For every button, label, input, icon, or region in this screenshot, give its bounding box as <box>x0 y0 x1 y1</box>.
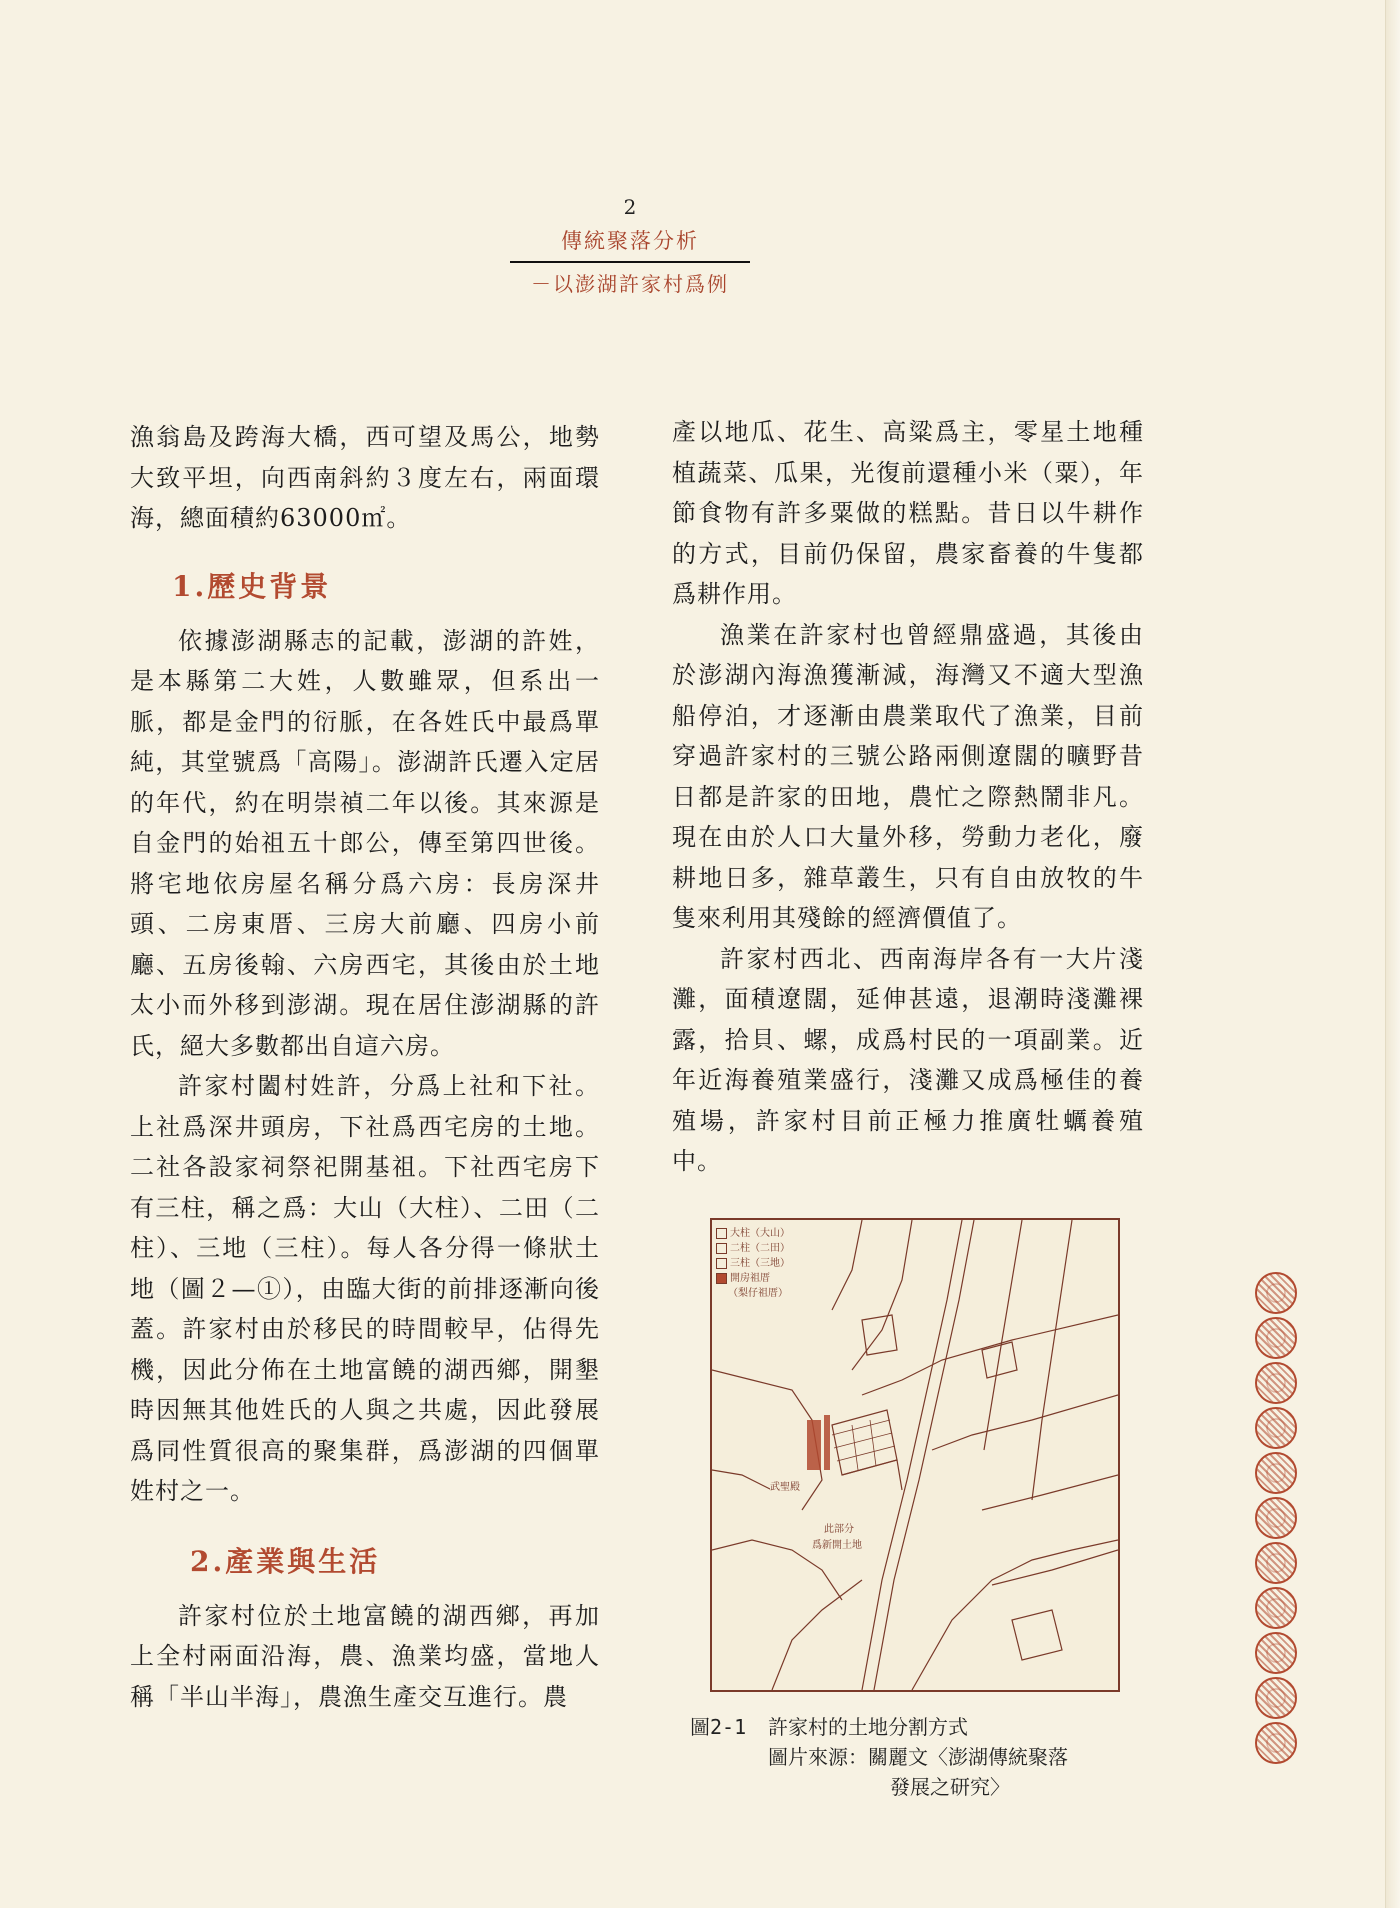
legend-item: 大柱（大山） <box>716 1226 790 1241</box>
seal-icon <box>1255 1542 1297 1584</box>
page-number: 2 <box>623 195 637 219</box>
seal-icon <box>1255 1272 1297 1314</box>
legend-swatch-icon <box>716 1273 727 1284</box>
map-label-temple: 武聖殿 <box>770 1478 800 1493</box>
header-title: 傳統聚落分析 <box>561 229 699 253</box>
shoal-paragraph: 許家村西北、西南海岸各有一大片淺灘，面積遼闊，延伸甚遠，退潮時淺灘裸露，拾貝、螺，成爲村民的一項副業。近年近海養殖業盛行，淺灘又成爲極佳的養殖場，許家村目前正極力推廣牡蠣養殖中。 <box>672 944 1144 1175</box>
legend-item: （梨仔祖厝） <box>728 1288 788 1299</box>
running-header <box>500 195 760 297</box>
caption-title-row <box>690 1712 1170 1742</box>
seal-icon <box>1255 1362 1297 1404</box>
village-map-figure <box>710 1218 1120 1692</box>
legend-item: 開房祖厝 <box>716 1271 790 1286</box>
legend-item: 二柱（二田） <box>716 1241 790 1256</box>
seal-icon <box>1255 1452 1297 1494</box>
seal-icon <box>1255 1497 1297 1539</box>
agriculture-paragraph: 產以地瓜、花生、高粱爲主，零星土地種植蔬菜、瓜果，光復前還種小米（粟），年節食物有許多粟做的糕點。昔日以牛耕作的方式，目前仍保留，農家畜養的牛隻都爲耕作用。 <box>672 418 1144 608</box>
history-paragraph-1: 依據澎湖縣志的記載，澎湖的許姓，是本縣第二大姓，人數雖眾，但系出一脈，都是金門的衍脈，在各姓氏中最爲單純，其堂號爲「高陽」。澎湖許氏遷入定居的年代，約在明崇禎二年以後。其來源是自金門的始祖五十郎公，傳至第四世後。將宅地依房屋名稱分爲六房：長房深井頭、二房東厝、三房大前廳、四房小前廳、五房後翰、六房西宅，其後由於土地太小而外移到澎湖。現在居住澎湖縣的許氏，絕大多數都出自這六房。 <box>130 626 600 1060</box>
caption-source: 圖片來源：關麗文〈澎湖傳統聚落 <box>768 1745 1068 1769</box>
legend-item: 三柱（三地） <box>716 1256 790 1271</box>
history-paragraph-2: 許家村闔村姓許，分爲上社和下社。上社爲深井頭房，下社爲西宅房的土地。二社各設家祠祭祀開基祖。下社西宅房下有三柱，稱之爲：大山（大柱）、二田（二柱）、三地（三柱）。每人各分得一條狀土地（圖２—①），由臨大街的前排逐漸向後蓋。許家村由於移民的時間較早，佔得先機，因此分佈在土地富饒的湖西鄉，開墾時因無其他姓氏的人與之共處，因此發展爲同性質很高的聚集群，爲澎湖的四個單姓村之一。 <box>130 1072 600 1505</box>
seal-icon <box>1255 1317 1297 1359</box>
decorative-seal-strip <box>1252 1272 1300 1767</box>
caption-label: 圖2-1 <box>690 1715 747 1739</box>
header-divider <box>510 261 750 263</box>
figure-caption <box>690 1712 1170 1802</box>
fishery-paragraph: 漁業在許家村也曾經鼎盛過，其後由於澎湖內海漁獲漸減，海灣又不適大型漁船停泊，才逐漸由農業取代了漁業，目前穿過許家村的三號公路兩側遼闊的曠野昔日都是許家的田地，農忙之際熱鬧非凡。現在由於人口大量外移，勞動力老化，廢耕地日多，雜草叢生，只有自由放牧的牛隻來利用其殘餘的經濟價值了。 <box>672 620 1144 932</box>
right-column <box>672 412 1144 1182</box>
legend-swatch-icon <box>716 1258 727 1269</box>
legend-swatch-icon <box>716 1243 727 1254</box>
seal-icon <box>1255 1677 1297 1719</box>
industry-paragraph-1: 許家村位於土地富饒的湖西鄉，再加上全村兩面沿海，農、漁業均盛，當地人稱「半山半海」，農漁生產交互進行。農 <box>130 1601 600 1711</box>
legend-swatch-icon <box>716 1228 727 1239</box>
seal-icon <box>1255 1632 1297 1674</box>
page-edge <box>1385 0 1400 1908</box>
map-legend <box>716 1226 790 1301</box>
seal-icon <box>1255 1587 1297 1629</box>
seal-icon <box>1255 1407 1297 1449</box>
left-column <box>130 417 600 1717</box>
seal-icon <box>1255 1722 1297 1764</box>
header-subtitle: －以澎湖許家村爲例 <box>531 272 729 296</box>
map-label-note-2: 爲新開土地 <box>812 1536 862 1551</box>
section-heading-history: 1.歷史背景 <box>172 569 332 603</box>
caption-title: 許家村的土地分割方式 <box>768 1715 968 1739</box>
map-label-note: 此部分 <box>824 1520 854 1535</box>
caption-source-2: 發展之研究〉 <box>890 1775 1010 1799</box>
section-heading-industry: 2.產業與生活 <box>190 1544 381 1578</box>
intro-paragraph: 漁翁島及跨海大橋，西可望及馬公，地勢大致平坦，向西南斜約３度左右，兩面環海，總面積約63000㎡。 <box>130 423 600 532</box>
